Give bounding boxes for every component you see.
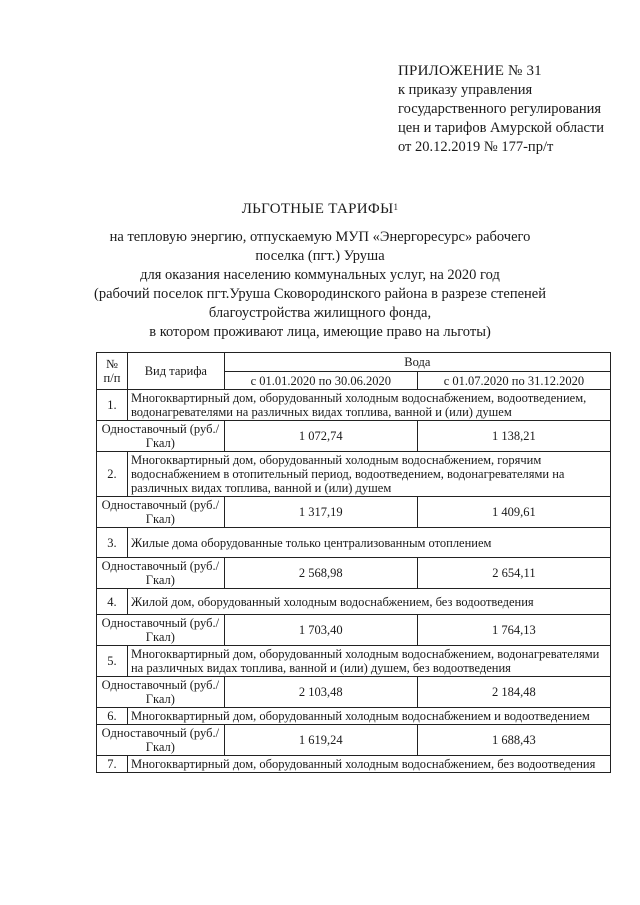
row-number: 1.	[97, 390, 128, 421]
header-water: Вода	[224, 353, 610, 372]
appendix-block	[398, 62, 604, 157]
row-number: 3.	[97, 528, 128, 558]
table-row-category	[97, 390, 611, 421]
row-description: Многоквартирный дом, оборудованный холодным водоснабжением, водоотведением, водонагревателями на различных видах топлива, ванной и (или) душем	[127, 390, 610, 421]
heading-line: на тепловую энергию, отпускаемую МУП «Энергоресурс» рабочего	[109, 229, 531, 245]
table-row-tariff	[97, 725, 611, 756]
table-row-tariff	[97, 421, 611, 452]
row-description: Жилые дома оборудованные только централизованным отоплением	[127, 528, 610, 558]
heading-line: благоустройства жилищного фонда,	[208, 305, 432, 321]
row-description: Многоквартирный дом, оборудованный холодным водоснабжением, без водоотведения	[127, 756, 610, 773]
tariff-value-period-1: 1 619,24	[224, 725, 417, 756]
appendix-title: ПРИЛОЖЕНИЕ № 31	[398, 63, 542, 79]
tariff-value-period-2: 1 138,21	[417, 421, 610, 452]
appendix-line: государственного регулирования	[398, 101, 602, 117]
table-row-tariff	[97, 677, 611, 708]
tariff-value-period-2: 1 688,43	[417, 725, 610, 756]
row-number: 5.	[97, 646, 128, 677]
table-row-tariff	[97, 497, 611, 528]
tariff-unit: Одноставочный (руб./Гкал)	[97, 725, 225, 756]
tariff-value-period-1: 2 568,98	[224, 558, 417, 589]
row-description: Жилой дом, оборудованный холодным водоснабжением, без водоотведения	[127, 589, 610, 615]
header-period-2: с 01.07.2020 по 31.12.2020	[417, 372, 610, 390]
header-period-1: с 01.01.2020 по 30.06.2020	[224, 372, 417, 390]
tariff-value-period-2: 1 764,13	[417, 615, 610, 646]
heading-line: (рабочий поселок пгт.Уруша Сковородинского района в разрезе степеней	[94, 286, 546, 302]
table-row-category	[97, 646, 611, 677]
footnote-mark: 1	[393, 202, 399, 212]
appendix-line: цен и тарифов Амурской области	[398, 120, 605, 136]
row-description: Многоквартирный дом, оборудованный холодным водоснабжением, горячим водоснабжением в отопительный период, водоотведением, водонагревателями на различных видах топлива, ванной и (или) душем	[127, 452, 610, 497]
table-row-category	[97, 708, 611, 725]
tariff-unit: Одноставочный (руб./Гкал)	[97, 558, 225, 589]
header-type: Вид тарифа	[127, 353, 224, 390]
title-text: ЛЬГОТНЫЕ ТАРИФЫ	[241, 201, 394, 217]
row-number: 2.	[97, 452, 128, 497]
tariff-table	[96, 352, 611, 773]
table-row-tariff	[97, 615, 611, 646]
tariff-unit: Одноставочный (руб./Гкал)	[97, 677, 225, 708]
tariff-value-period-2: 2 654,11	[417, 558, 610, 589]
document-heading	[0, 200, 640, 342]
tariff-value-period-2: 1 409,61	[417, 497, 610, 528]
heading-line: в котором проживают лица, имеющие право на льготы)	[149, 324, 491, 340]
table-header-row	[97, 353, 611, 372]
header-num: № п/п	[97, 353, 128, 390]
tariff-value-period-1: 1 317,19	[224, 497, 417, 528]
tariff-value-period-1: 1 072,74	[224, 421, 417, 452]
row-number: 7.	[97, 756, 128, 773]
table-row-category	[97, 452, 611, 497]
row-description: Многоквартирный дом, оборудованный холодным водоснабжением, водонагревателями на различных видах топлива, ванной и (или) душем, без водоотведения	[127, 646, 610, 677]
heading-line: для оказания населению коммунальных услуг, на 2020 год	[140, 267, 500, 283]
document-title	[0, 200, 640, 219]
row-description: Многоквартирный дом, оборудованный холодным водоснабжением и водоотведением	[127, 708, 610, 725]
tariff-unit: Одноставочный (руб./Гкал)	[97, 497, 225, 528]
row-number: 4.	[97, 589, 128, 615]
row-number: 6.	[97, 708, 128, 725]
table-row-category	[97, 589, 611, 615]
tariff-value-period-1: 1 703,40	[224, 615, 417, 646]
tariff-unit: Одноставочный (руб./Гкал)	[97, 421, 225, 452]
table-row-category	[97, 756, 611, 773]
table-row-tariff	[97, 558, 611, 589]
appendix-line: к приказу управления	[398, 82, 533, 98]
tariff-value-period-2: 2 184,48	[417, 677, 610, 708]
appendix-line: от 20.12.2019 № 177-пр/т	[398, 139, 554, 155]
table-row-category	[97, 528, 611, 558]
tariff-value-period-1: 2 103,48	[224, 677, 417, 708]
tariff-unit: Одноставочный (руб./Гкал)	[97, 615, 225, 646]
heading-line: поселка (пгт.) Уруша	[255, 248, 385, 264]
